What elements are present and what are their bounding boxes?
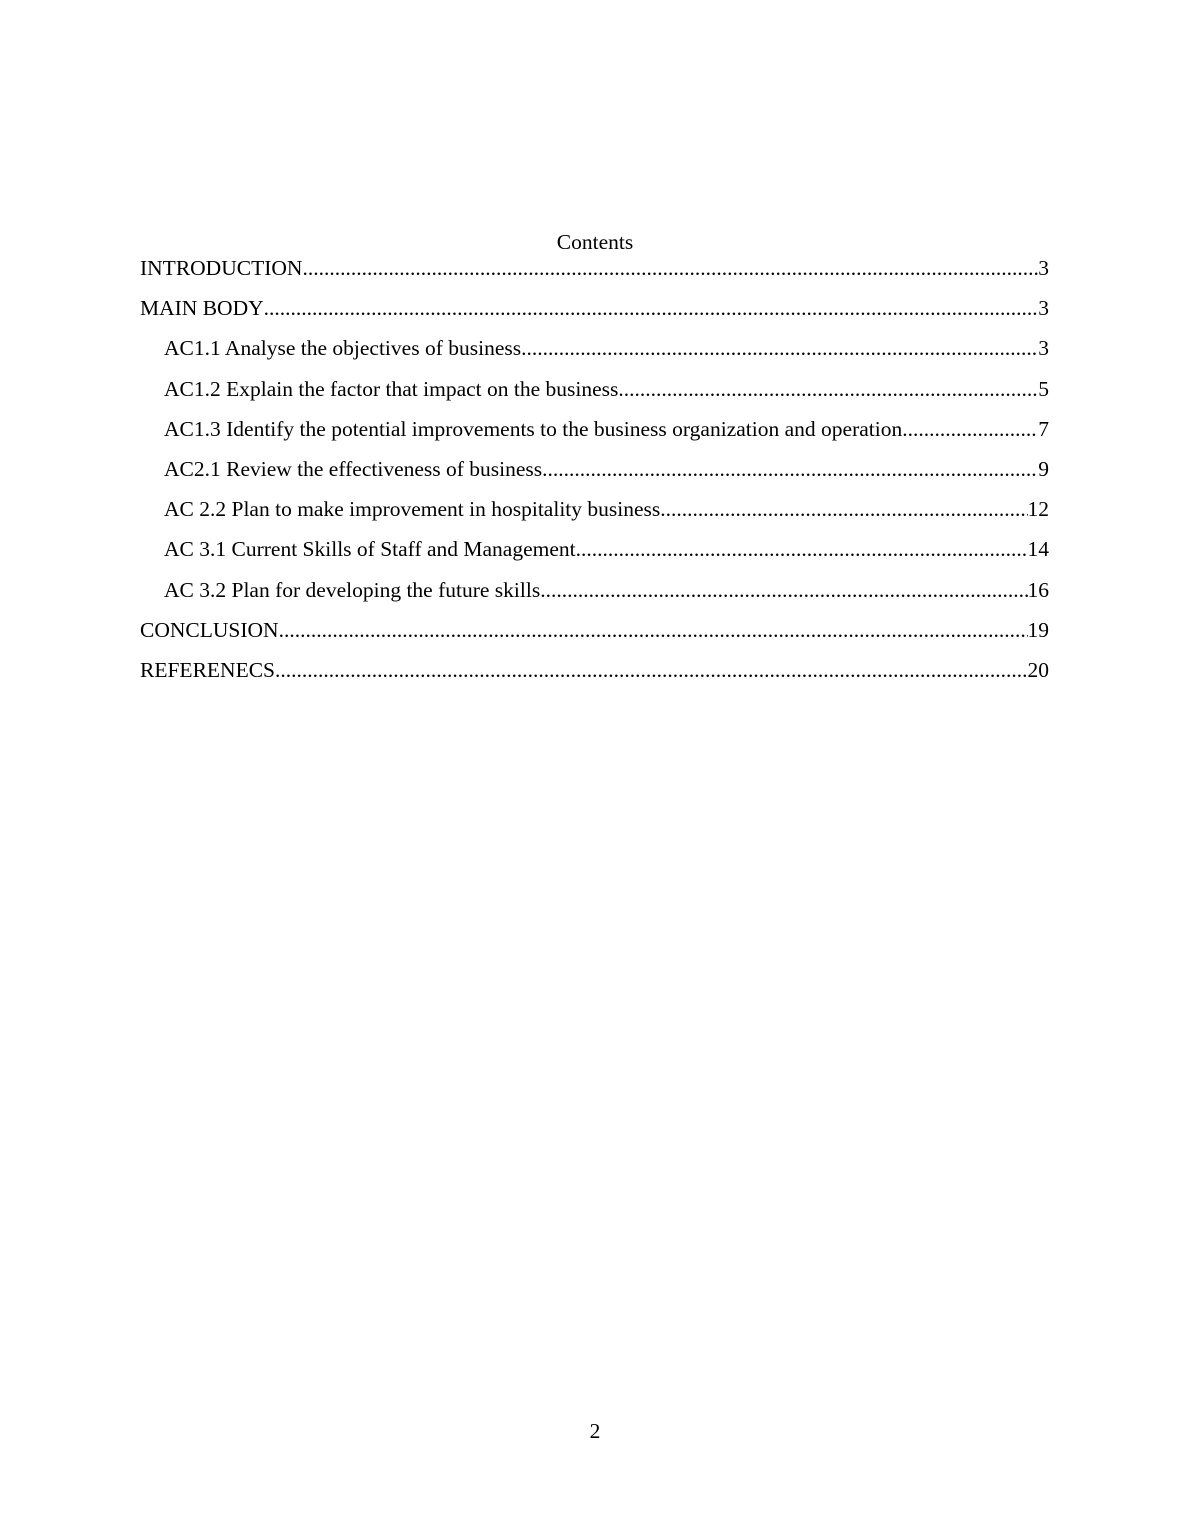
toc-entry-page: 3	[1038, 296, 1049, 321]
toc-leader-dots	[302, 254, 1038, 282]
toc-entry-title: AC 3.1 Current Skills of Staff and Management	[164, 537, 576, 562]
toc-heading: Contents	[556, 230, 634, 254]
toc-entry-title: MAIN BODY	[140, 296, 264, 321]
table-of-contents	[140, 254, 1049, 696]
toc-entry-title: AC1.2 Explain the factor that impact on the business	[164, 376, 619, 401]
toc-entry-title: AC1.3 Identify the potential improvements to the business organization and operation	[164, 416, 903, 441]
toc-entry-page: 3	[1038, 336, 1049, 361]
toc-leader-dots	[264, 294, 1039, 322]
toc-leader-dots	[618, 375, 1038, 403]
toc-leader-dots	[540, 576, 1027, 604]
toc-leader-dots	[902, 415, 1038, 443]
toc-entry-page: 16	[1027, 577, 1049, 602]
toc-entry-ac1-2[interactable]	[140, 375, 1049, 415]
toc-entry-title: AC2.1 Review the effectiveness of business	[164, 456, 543, 481]
toc-entry-page: 20	[1027, 657, 1049, 682]
toc-entry-page: 3	[1038, 256, 1049, 280]
toc-leader-dots	[576, 535, 1028, 563]
toc-entry-title: REFERENECS	[140, 657, 275, 682]
toc-entry-ac1-3[interactable]	[140, 415, 1049, 455]
toc-leader-dots	[275, 656, 1028, 684]
toc-entry-conclusion[interactable]	[140, 616, 1049, 656]
toc-entry-ac3-2[interactable]	[140, 576, 1049, 616]
toc-entry-title: INTRODUCTION	[140, 256, 303, 280]
toc-entry-title: AC 2.2 Plan to make improvement in hospitality business	[164, 497, 661, 522]
toc-entry-page: 5	[1038, 376, 1049, 401]
toc-entry-ac2-1[interactable]	[140, 455, 1049, 495]
toc-entry-page: 14	[1027, 537, 1049, 562]
toc-leader-dots	[279, 616, 1028, 644]
toc-entry-page: 19	[1027, 617, 1049, 642]
page-number: 2	[589, 1419, 601, 1443]
toc-entry-page: 9	[1038, 456, 1049, 481]
toc-leader-dots	[521, 334, 1038, 362]
toc-entry-ac2-2[interactable]	[140, 495, 1049, 535]
toc-entry-page: 12	[1027, 497, 1049, 522]
toc-entry-title: CONCLUSION	[140, 617, 279, 642]
toc-leader-dots	[660, 495, 1027, 523]
toc-entry-page: 7	[1038, 416, 1049, 441]
toc-entry-references[interactable]	[140, 656, 1049, 696]
toc-entry-title: AC 3.2 Plan for developing the future skills	[164, 577, 541, 602]
toc-entry-ac1-1[interactable]	[140, 334, 1049, 374]
toc-entry-introduction[interactable]	[140, 254, 1049, 294]
toc-entry-title: AC1.1 Analyse the objectives of business	[164, 336, 522, 361]
toc-leader-dots	[542, 455, 1038, 483]
toc-entry-main-body[interactable]	[140, 294, 1049, 334]
toc-entry-ac3-1[interactable]	[140, 535, 1049, 575]
